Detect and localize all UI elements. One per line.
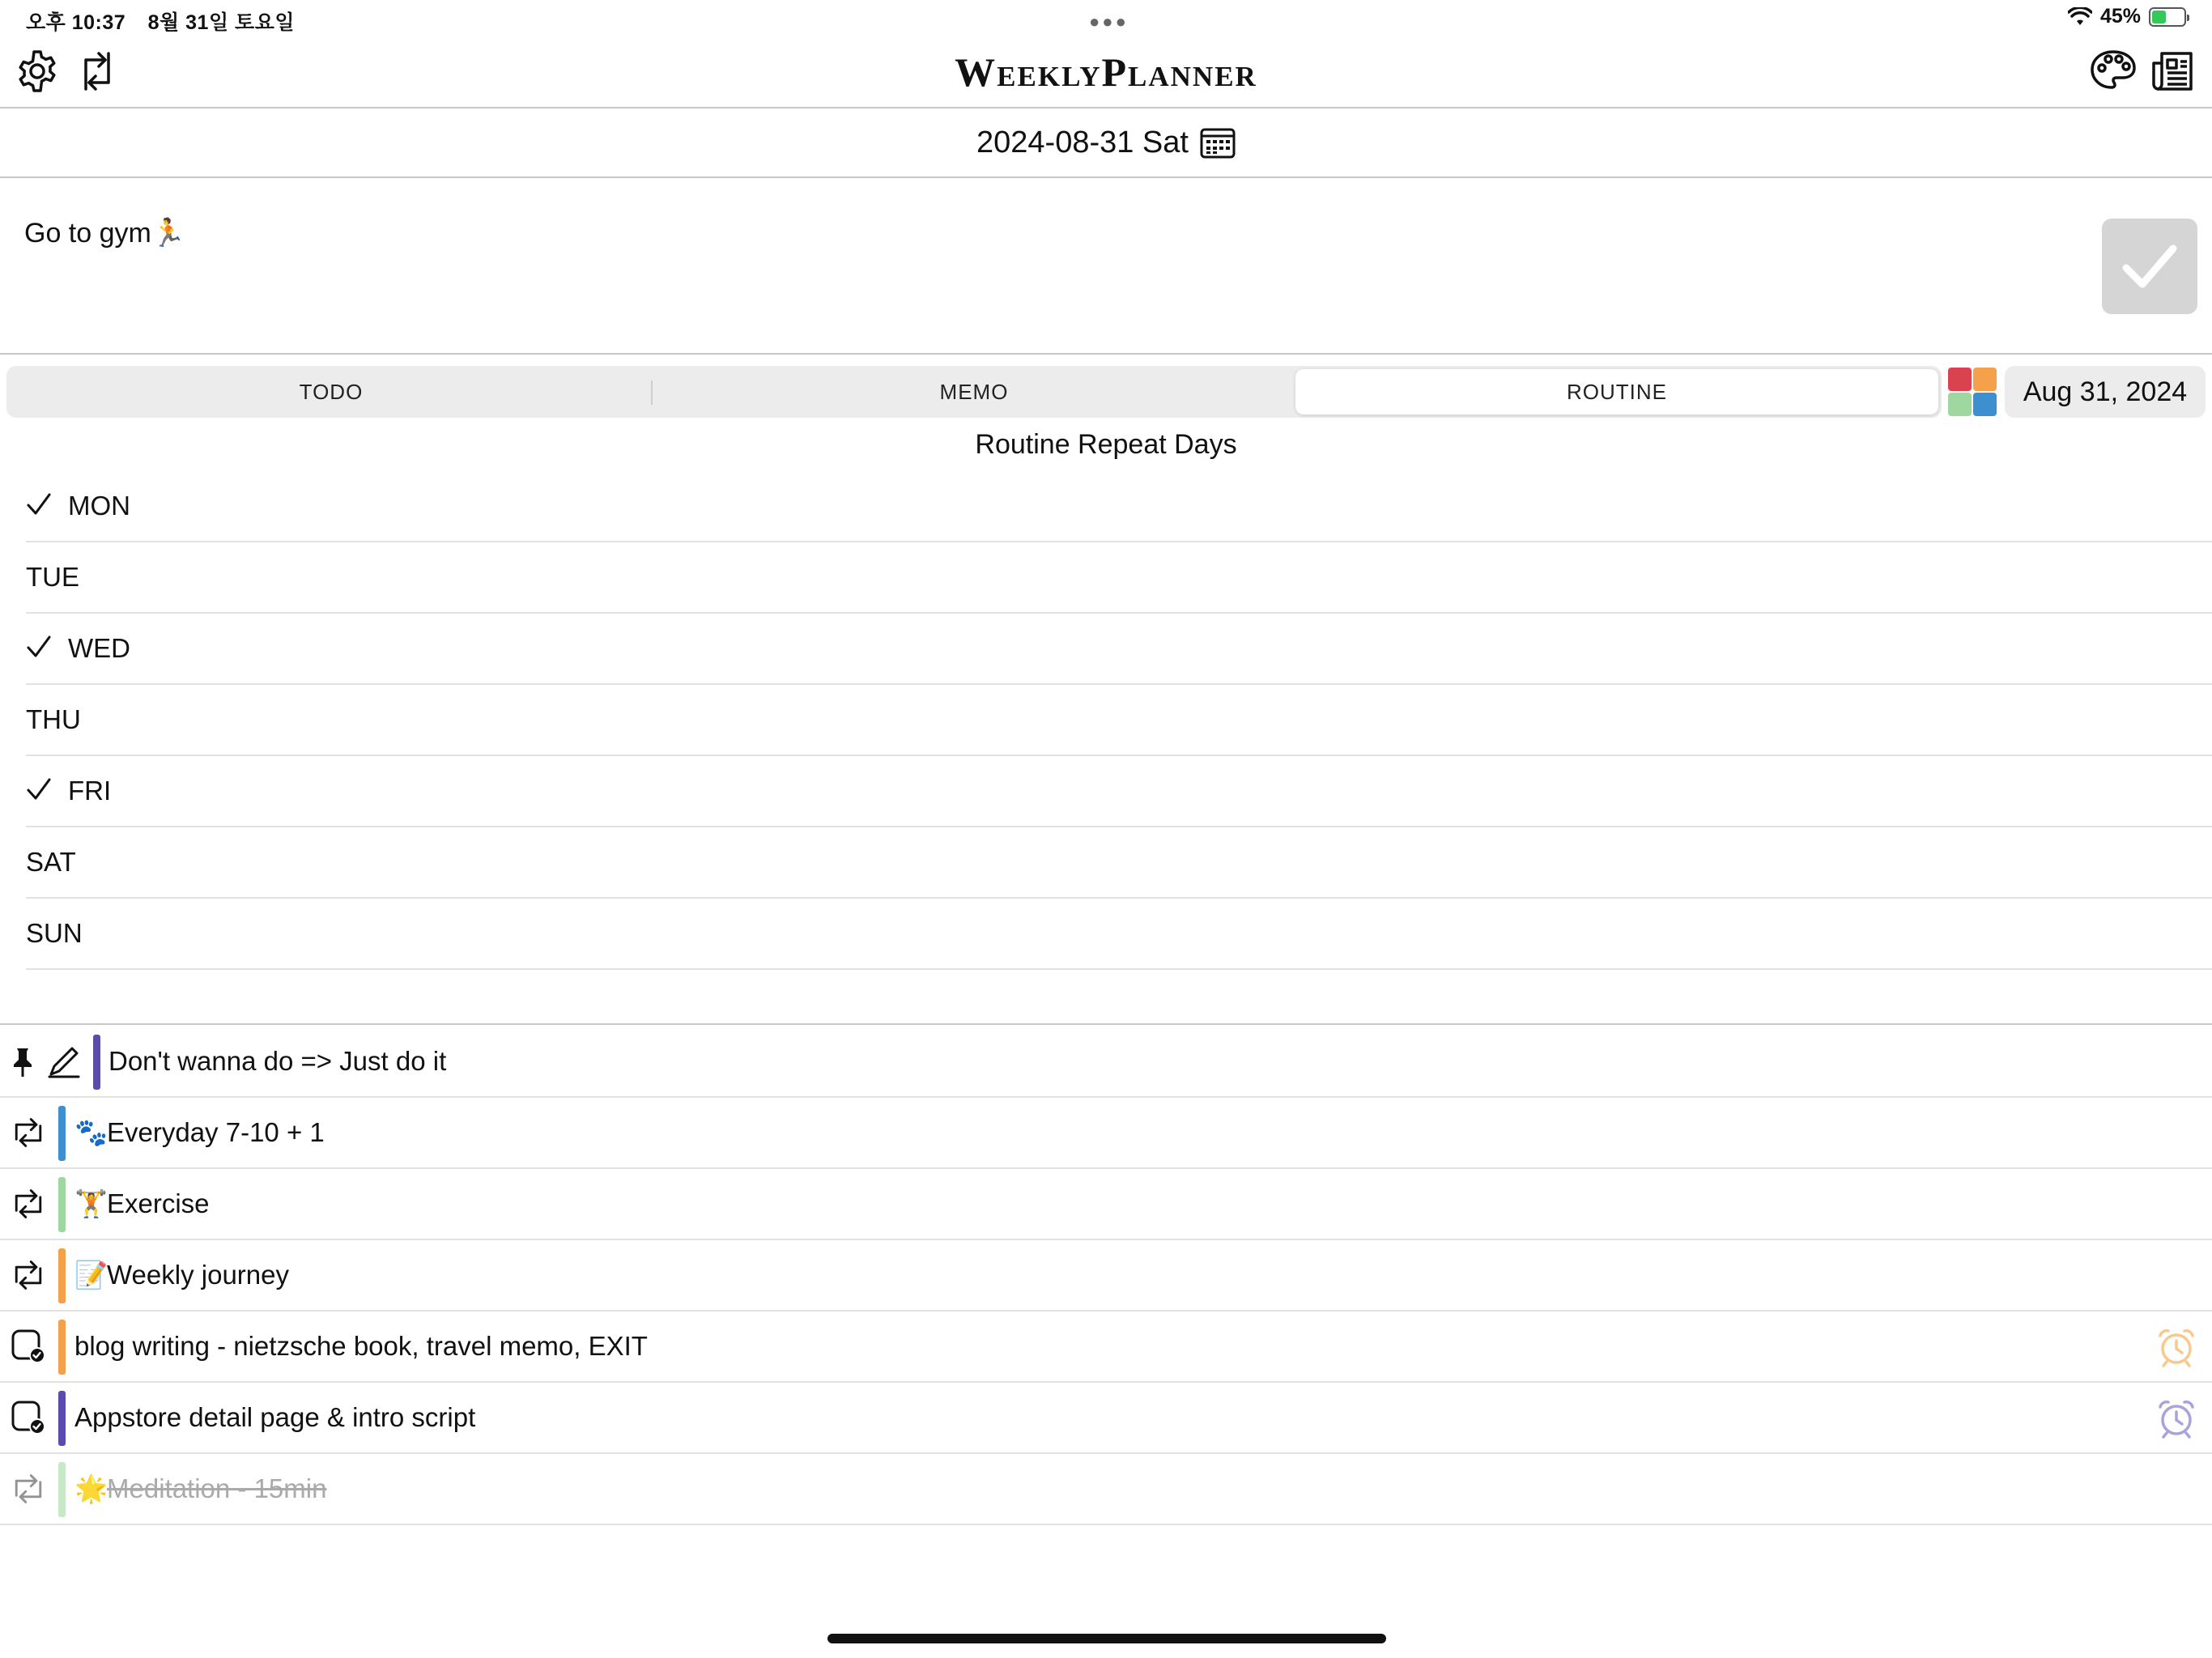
wifi-icon (2068, 7, 2092, 27)
task-text: Appstore detail page & intro script (74, 1402, 476, 1432)
task-text: Weekly journey (107, 1260, 289, 1290)
routine-editor (0, 178, 2212, 355)
task-text: Meditation - 15min (107, 1473, 327, 1503)
status-time: 오후 10:37 (26, 11, 126, 34)
battery-fill (2152, 11, 2166, 23)
status-left (26, 6, 311, 36)
repeat-days-header: Routine Repeat Days (975, 429, 1237, 460)
repeat-day-label: SAT (26, 847, 76, 877)
task-color-bar (58, 1320, 66, 1375)
date-bar[interactable] (0, 108, 2212, 178)
repeat-day-thu[interactable] (26, 685, 2212, 756)
task-emoji: 🌟 (74, 1473, 108, 1503)
task-label (74, 1188, 210, 1220)
day-checkmark-icon (26, 632, 68, 665)
pin-icon[interactable] (5, 1041, 40, 1082)
palette-icon[interactable] (2089, 47, 2138, 96)
task-row[interactable] (0, 1312, 2212, 1383)
task-text: blog writing - nietzsche book, travel memo, EXIT (74, 1331, 648, 1361)
status-date: 8월 31일 토요일 (147, 11, 295, 34)
repeat-icon[interactable] (8, 1255, 49, 1295)
task-color-bar (58, 1391, 66, 1446)
app-title: WeeklyPlanner (955, 49, 1257, 95)
repeat-day-sun[interactable] (26, 899, 2212, 970)
task-row[interactable] (0, 1454, 2212, 1525)
routine-title-field[interactable]: Go to gym🏃 (24, 218, 186, 249)
nav-bar (0, 40, 2212, 108)
task-label (74, 1473, 326, 1505)
task-emoji: 📝 (74, 1260, 108, 1290)
color-picker-button[interactable] (1948, 368, 1997, 416)
task-text: Everyday 7-10 + 1 (107, 1117, 325, 1147)
task-color-bar (58, 1462, 66, 1517)
repeat-day-wed[interactable] (26, 614, 2212, 685)
repeat-icon[interactable] (8, 1469, 49, 1509)
status-right (2068, 5, 2186, 28)
color-swatch-red (1948, 368, 1972, 391)
tab-segmented-control (6, 366, 1942, 418)
repeat-day-fri[interactable] (26, 756, 2212, 827)
task-row[interactable] (0, 1169, 2212, 1240)
task-row[interactable] (0, 1027, 2212, 1098)
color-swatch-green (1948, 393, 1972, 416)
task-row[interactable] (0, 1240, 2212, 1312)
multitasking-dots-icon[interactable]: ●●● (1089, 11, 1129, 32)
repeat-day-label: MON (68, 491, 130, 521)
status-bar (0, 0, 2212, 40)
task-color-bar (58, 1106, 66, 1161)
alarm-clock-icon[interactable] (2155, 1397, 2197, 1439)
repeat-icon[interactable] (8, 1184, 49, 1224)
home-indicator[interactable] (827, 1634, 1386, 1643)
alarm-clock-icon[interactable] (2155, 1326, 2197, 1368)
task-emoji: 🏋 (74, 1188, 108, 1218)
task-color-bar (58, 1177, 66, 1232)
task-label (74, 1331, 648, 1362)
task-emoji: 🐾 (74, 1117, 108, 1147)
calendar-icon[interactable] (1200, 126, 1236, 159)
todo-check-icon[interactable] (8, 1326, 49, 1367)
tab-routine[interactable]: ROUTINE (1295, 369, 1938, 414)
task-label (74, 1117, 325, 1149)
task-row[interactable] (0, 1383, 2212, 1454)
repeat-day-label: SUN (26, 918, 83, 948)
color-swatch-orange (1973, 368, 1997, 391)
repeat-day-label: WED (68, 633, 130, 663)
repeat-icon[interactable] (8, 1112, 49, 1153)
tab-todo[interactable]: TODO (10, 369, 653, 414)
battery-percent: 45% (2099, 5, 2141, 28)
newspaper-icon[interactable] (2149, 47, 2197, 96)
task-text: Exercise (107, 1188, 210, 1218)
task-text: Don't wanna do => Just do it (108, 1046, 447, 1076)
complete-button[interactable] (2102, 219, 2197, 314)
repeat-day-label: TUE (26, 562, 79, 592)
task-color-bar (93, 1035, 100, 1090)
tab-memo[interactable]: MEMO (939, 379, 1009, 404)
current-date[interactable]: 2024-08-31 Sat (976, 125, 1189, 159)
repeat-day-mon[interactable] (26, 471, 2212, 542)
checkmark-icon (2121, 242, 2178, 291)
day-checkmark-icon (26, 775, 68, 807)
battery-icon (2149, 7, 2186, 27)
task-color-bar (58, 1248, 66, 1303)
repeat-days-list (26, 471, 2212, 970)
repeat-day-label: FRI (68, 776, 112, 806)
day-checkmark-icon (26, 490, 68, 522)
task-label (74, 1402, 475, 1433)
task-label (108, 1046, 446, 1077)
color-swatch-blue (1973, 393, 1997, 416)
task-row[interactable] (0, 1098, 2212, 1169)
todo-check-icon[interactable] (8, 1397, 49, 1438)
section-divider (0, 1023, 2212, 1025)
repeat-day-label: THU (26, 704, 81, 734)
edit-pencil-icon[interactable] (45, 1041, 83, 1082)
task-list (0, 1027, 2212, 1525)
repeat-day-sat[interactable] (26, 827, 2212, 899)
date-picker-pill[interactable]: Aug 31, 2024 (2005, 366, 2206, 418)
repeat-day-tue[interactable] (26, 542, 2212, 614)
task-label (74, 1260, 289, 1291)
